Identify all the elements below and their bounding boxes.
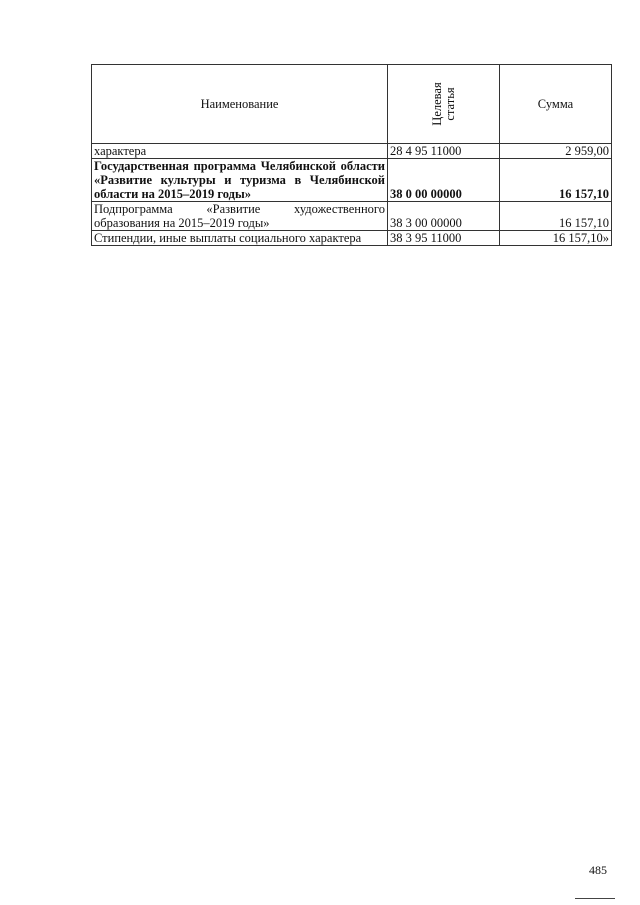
row-code: 28 4 95 11000 (388, 144, 500, 159)
table-row (92, 144, 612, 159)
table-row (92, 202, 612, 231)
row-sum: 16 157,10 (500, 159, 612, 202)
budget-table (91, 64, 612, 246)
row-sum: 16 157,10» (500, 231, 612, 246)
footer-divider (575, 898, 615, 899)
row-sum: 16 157,10 (500, 202, 612, 231)
row-code: 38 3 95 11000 (388, 231, 500, 246)
table-row (92, 159, 612, 202)
header-code-label: Целевая статья (429, 82, 457, 126)
header-sum: Сумма (500, 65, 612, 144)
row-sum: 2 959,00 (500, 144, 612, 159)
row-name: Подпрограмма «Развитие художественного образования на 2015–2019 годы» (92, 202, 388, 231)
row-name: характера (92, 144, 388, 159)
header-name: Наименование (92, 65, 388, 144)
page-number: 485 (589, 863, 607, 877)
table-header-row (92, 65, 612, 144)
table-row (92, 231, 612, 246)
row-code: 38 3 00 00000 (388, 202, 500, 231)
row-name: Стипендии, иные выплаты социального характера (92, 231, 388, 246)
row-code: 38 0 00 00000 (388, 159, 500, 202)
row-name: Государственная программа Челябинской области «Развитие культуры и туризма в Челябинской области на 2015–2019 годы» (92, 159, 388, 202)
header-code (388, 65, 500, 144)
